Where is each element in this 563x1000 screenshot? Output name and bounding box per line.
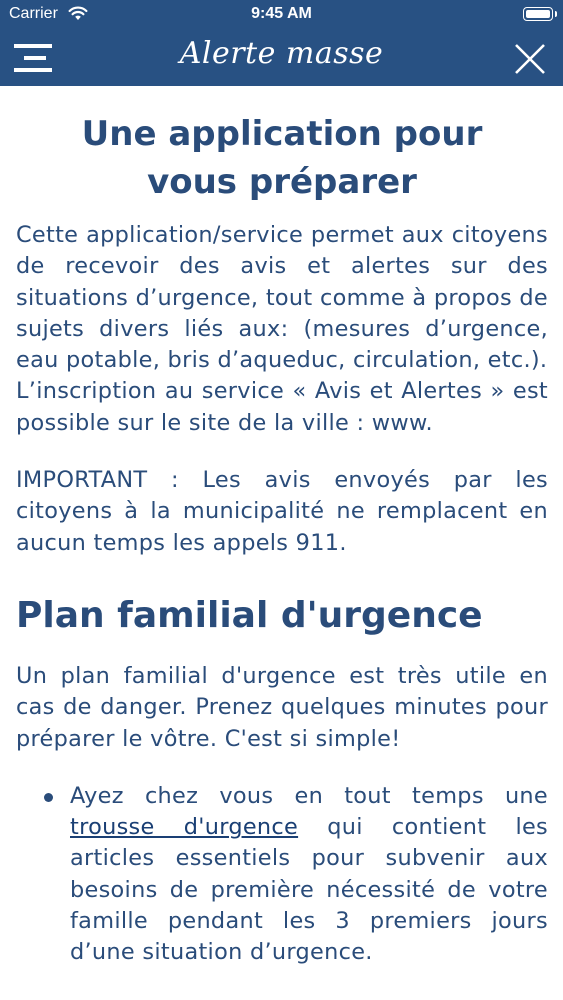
intro-paragraph xyxy=(16,220,548,439)
battery-icon xyxy=(523,7,553,21)
list-item xyxy=(16,781,548,969)
list-item-text xyxy=(70,781,548,969)
close-button[interactable] xyxy=(513,42,547,76)
section-title: Plan familial d'urgence xyxy=(16,594,483,636)
emergency-kit-link[interactable]: trousse d'urgence xyxy=(70,814,299,841)
intro-text: Cette application/service permet aux citoyens de recevoir des avis et alertes sur des situations d’urgence, tout comme à propos de sujets divers liés aux: (mesures d’urgence, eau potable, bris d’aqueduc, circulation, etc.). xyxy=(16,222,548,374)
app-title: Alerte masse xyxy=(179,36,384,71)
bullet-icon xyxy=(44,793,53,802)
list-item-text-start: Ayez chez vous en tout temps une xyxy=(70,782,548,809)
main-content xyxy=(16,86,548,969)
plan-paragraph: Un plan familial d'urgence est très utile en cas de danger. Prenez quelques minutes pour préparer le vôtre. C'est si simple! xyxy=(16,662,548,752)
status-time: 9:45 AM xyxy=(251,5,312,22)
list-item-text-end: qui contient les articles essentiels pour subvenir aux besoins de première nécessité de votre famille pendant les 3 premiers jours d’une situation d’urgence. xyxy=(70,814,549,966)
navigation-bar xyxy=(0,30,563,86)
page-title xyxy=(16,110,548,206)
registration-text: L’inscription au service « Avis et Alertes » est possible sur le site de la ville : www. xyxy=(16,378,548,436)
status-bar xyxy=(0,0,563,30)
tips-list xyxy=(16,781,548,969)
page-title-line1: Une application pour xyxy=(81,114,483,154)
close-icon xyxy=(513,42,547,76)
app-header xyxy=(0,0,563,86)
carrier-label: Carrier xyxy=(9,5,58,22)
important-notice: IMPORTANT : Les avis envoyés par les citoyens à la municipalité ne remplacent en aucun temps les appels 911. xyxy=(16,467,548,556)
page-title-line2: vous préparer xyxy=(147,162,417,202)
